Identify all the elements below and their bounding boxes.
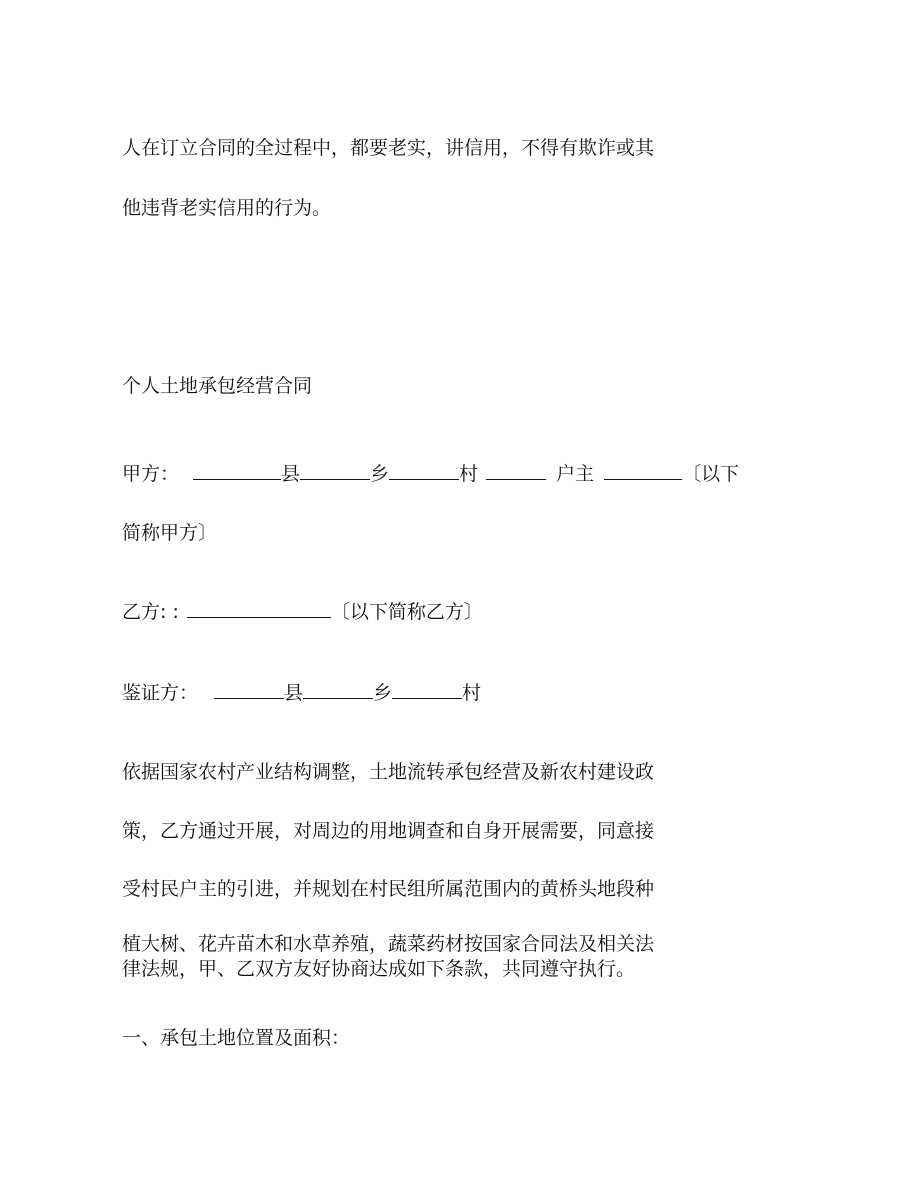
body-line-3: 受村民户主的引进，并规划在村民组所属范围内的黄桥头地段种	[122, 878, 655, 900]
party-b-line	[122, 600, 483, 623]
party-a-township-blank	[300, 462, 370, 480]
party-a-township: 乡	[370, 463, 390, 485]
party-b-suffix: 〔以下简称乙方〕	[330, 601, 483, 623]
party-a-suffix-line-2: 简称甲方〕	[122, 522, 218, 544]
witness-line	[122, 681, 481, 704]
witness-county: 县	[284, 682, 304, 704]
body-line-2: 策，乙方通过开展，对周边的用地调查和自身开展需要，同意接	[122, 820, 655, 842]
party-a-county: 县	[281, 463, 301, 485]
intro-line-1: 人在订立合同的全过程中，都要老实，讲信用，不得有欺诈或其	[122, 137, 655, 159]
section-1-heading: 一、承包土地位置及面积：	[122, 1027, 351, 1049]
party-a-label: 甲方：	[122, 463, 180, 485]
witness-township: 乡	[373, 682, 393, 704]
body-line-1: 依据国家农村产业结构调整，土地流转承包经营及新农村建设政	[122, 761, 655, 783]
party-a-line	[122, 462, 739, 485]
body-line-4: 植大树、花卉苗木和水草养殖，蔬菜药材按国家合同法及相关法	[122, 933, 655, 955]
witness-village-blank	[392, 681, 462, 699]
party-a-householder: 户主	[556, 463, 595, 485]
witness-county-blank	[214, 681, 284, 699]
party-a-village-blank	[389, 462, 459, 480]
party-a-name-blank	[486, 462, 546, 480]
party-b-label: 乙方: :	[122, 601, 179, 623]
witness-village: 村	[462, 682, 482, 704]
party-a-village: 村	[459, 463, 479, 485]
witness-township-blank	[303, 681, 373, 699]
party-a-householder-blank	[604, 462, 682, 480]
party-a-county-blank	[193, 462, 281, 480]
party-a-suffix-1: 〔以下	[682, 463, 740, 485]
contract-title: 个人土地承包经营合同	[122, 375, 313, 397]
intro-line-2: 他违背老实信用的行为。	[122, 197, 332, 219]
party-b-blank	[187, 600, 331, 618]
witness-label: 鉴证方：	[122, 682, 199, 704]
body-line-5: 律法规，甲、乙双方友好协商达成如下条款，共同遵守执行。	[122, 958, 636, 980]
